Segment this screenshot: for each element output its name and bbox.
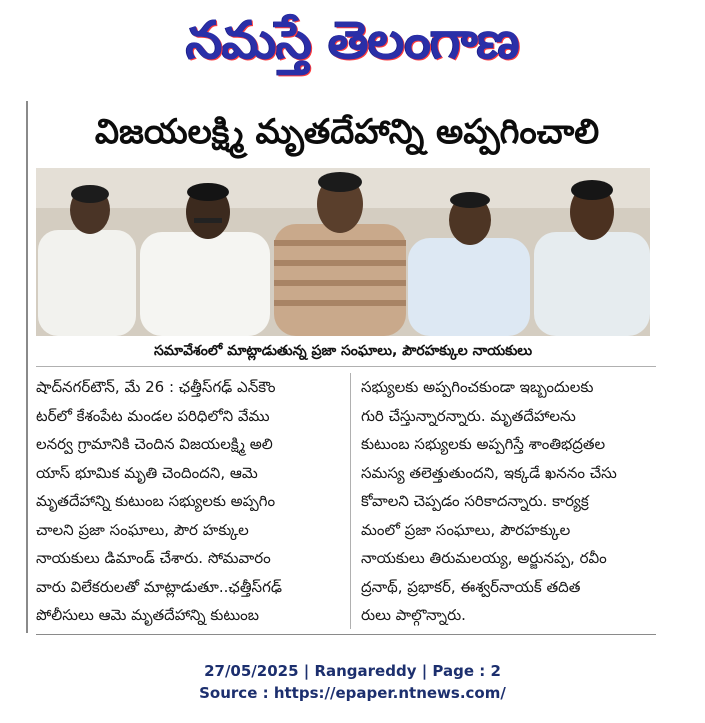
text-line: నాయకులు తిరుమలయ్య, అర్జునప్ప, రవీం — [361, 549, 607, 567]
text-line: కుటుంబ సభ్యులకు అప్పగిస్తే శాంతిభద్రతల — [361, 435, 606, 453]
text-line: మంలో ప్రజా సంఘాలు, పౌరహక్కుల — [361, 520, 571, 539]
article-headline: విజయలక్ష్మి మృతదేహాన్ని అప్పగించాలి — [94, 112, 600, 152]
text-line: ద్రనాథ్, ప్రభాకర్, ఈశ్వర్‌నాయక్ తదిత — [361, 577, 581, 596]
text-line: టర్‌లో కేశంపేట మండల పరిధిలోని వేము — [36, 406, 270, 425]
article-column-left — [36, 373, 354, 630]
text-line: గురి చేస్తున్నారన్నారు. మృతదేహాలను — [361, 406, 576, 425]
article-column-right — [361, 373, 679, 630]
text-line: నాయకులు డిమాండ్ చేశారు. సోమవారం — [36, 549, 271, 567]
text-line: లనర్వ గ్రామానికి చెందిన విజయలక్ష్మి అలి — [36, 435, 273, 453]
text-line: కోవాలని చెప్పడం సరికాదన్నారు. కార్యక్ర — [361, 492, 589, 510]
text-line: యాస్ భూమిక మృతి చెందిందని, ఆమె — [36, 463, 258, 482]
newspaper-masthead: నమస్తే తెలంగాణ — [186, 11, 519, 71]
text-line: చాలని ప్రజా సంఘాలు, పౌర హక్కుల — [36, 520, 249, 539]
text-line: రులు పాల్గొన్నారు. — [361, 606, 466, 624]
edition-info: 27/05/2025 | Rangareddy | Page : 2 — [204, 662, 501, 680]
text-line: సభ్యులకు అప్పగించకుండా ఇబ్బందులకు — [361, 378, 594, 396]
caption-rule — [36, 366, 656, 367]
text-line: వారు విలేకరులతో మాట్లాడుతూ..ఛత్తీస్‌గఢ్ — [36, 577, 282, 596]
text-line: షాద్‌నగర్‌టౌన్, మే 26 : ఛత్తీస్‌గఢ్ ఎన్‌కౌం — [36, 378, 276, 396]
text-line: పోలీసులు ఆమె మృతదేహాన్ని కుటుంబ — [36, 606, 259, 624]
left-column-rule — [26, 101, 28, 633]
source-link[interactable]: Source : https://epaper.ntnews.com/ — [199, 684, 506, 702]
news-photo — [36, 168, 650, 336]
column-divider — [350, 373, 351, 629]
group-photo-illustration — [36, 168, 650, 336]
article-bottom-rule — [36, 634, 656, 635]
photo-caption: సమావేశంలో మాట్లాడుతున్న ప్రజా సంఘాలు, పౌరహక్కుల నాయకులు — [153, 343, 533, 359]
text-line: సమస్య తలెత్తుతుందని, ఇక్కడే ఖననం చేసు — [361, 463, 617, 482]
text-line: మృతదేహాన్ని కుటుంబ సభ్యులకు అప్పగిం — [36, 492, 276, 510]
